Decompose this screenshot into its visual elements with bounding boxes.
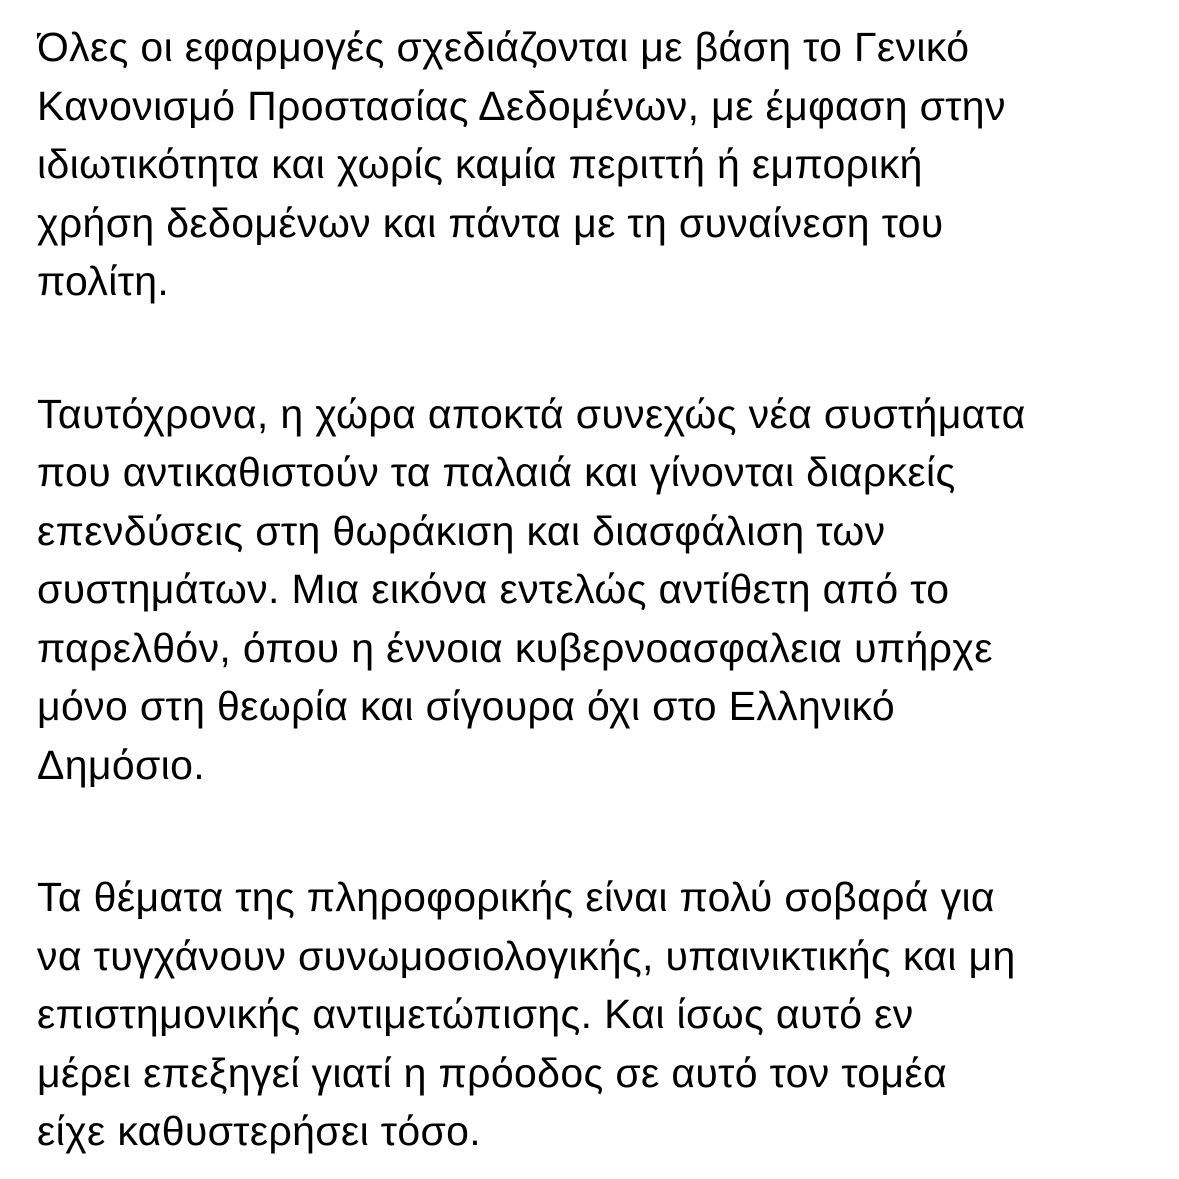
text-line: να τυγχάνουν συνωμοσιολογικής, υπαινικτικής και μη — [37, 932, 1016, 979]
text-line: χρήση δεδομένων και πάντα με τη συναίνεση του — [37, 199, 944, 246]
text-line: Δημόσιο. — [37, 741, 206, 788]
text-line: Ταυτόχρονα, η χώρα αποκτά συνεχώς νέα συστήματα — [37, 390, 1026, 437]
text-line: μέρει επεξηγεί γιατί η πρόοδος σε αυτό τον τομέα — [37, 1049, 948, 1096]
text-line: συστημάτων. Μια εικόνα εντελώς αντίθετη από το — [37, 566, 950, 612]
text-line: που αντικαθιστούν τα παλαιά και γίνονται διαρκείς — [37, 449, 956, 495]
text-line: παρελθόν, όπου η έννοια κυβερνοασφαλεια υπήρχε — [37, 624, 993, 671]
paragraph-2 — [37, 385, 1143, 795]
text-line: ιδιωτικότητα και χωρίς καμία περιττή ή εμπορική — [37, 141, 923, 187]
paragraph-3 — [37, 868, 1143, 1161]
text-line: είχε καθυστερήσει τόσο. — [37, 1108, 482, 1154]
text-line: πολίτη. — [37, 258, 170, 304]
text-line: Όλες οι εφαρμογές σχεδιάζονται με βάση το Γενικό — [37, 24, 970, 70]
text-line: Τα θέματα της πληροφορικής είναι πολύ σοβαρά για — [37, 874, 995, 920]
text-line: επενδύσεις στη θωράκιση και διασφάλιση των — [37, 507, 886, 554]
text-line: Κανονισμό Προστασίας Δεδομένων, με έμφαση στην — [37, 82, 1006, 129]
text-line: επιστημονικής αντιμετώπισης. Και ίσως αυτό εν — [37, 991, 914, 1037]
text-line: μόνο στη θεωρία και σίγουρα όχι στο Ελληνικό — [37, 683, 895, 729]
paragraph-1 — [37, 18, 1143, 311]
